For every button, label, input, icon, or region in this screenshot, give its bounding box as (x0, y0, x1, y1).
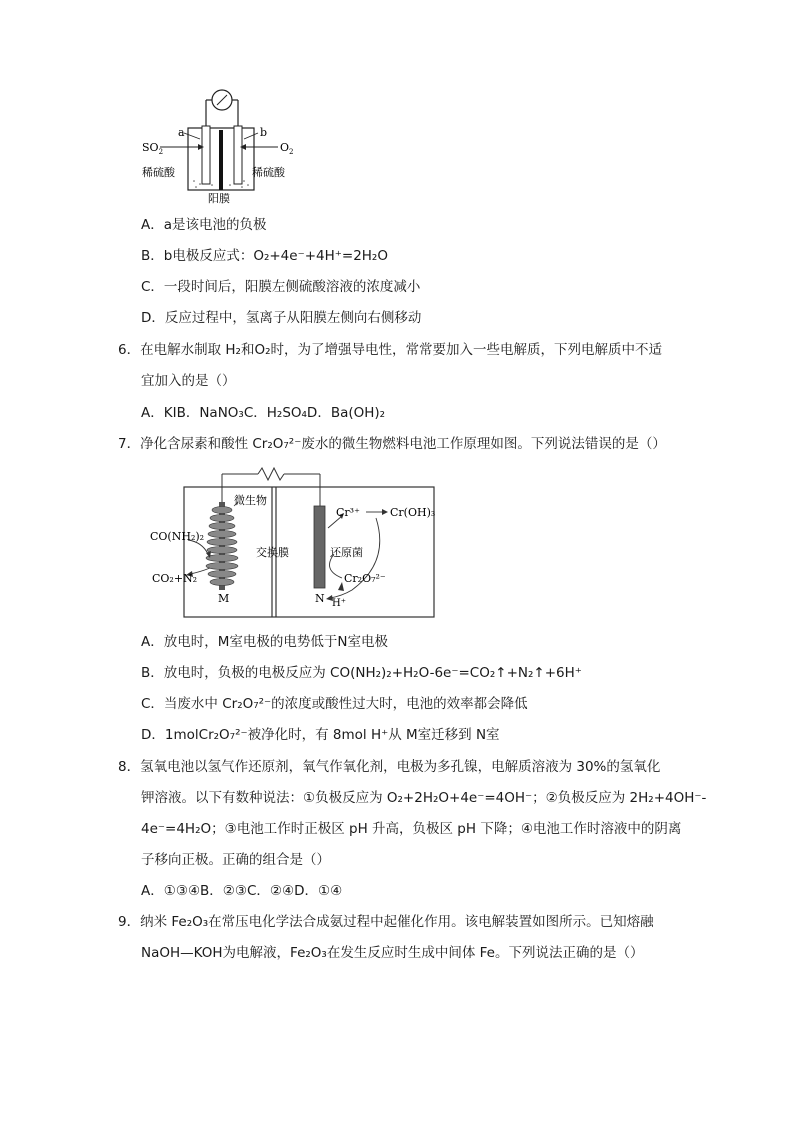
q8-stem-line1: 8．氢氧电池以氢气作还原剂，氧气作氧化剂，电极为多孔镍，电解质溶液为 30%的氢氧化 (118, 759, 661, 775)
q7-option-d: D．1molCr₂O₇²⁻被净化时，有 8mol H⁺从 M室迁移到 N室 (141, 727, 500, 743)
label-so2: $SO_2$ (142, 141, 164, 156)
q8-stem-line2: 钾溶液。以下有数种说法：①负极反应为 O₂+2H₂O+4e⁻=4OH⁻；②负极反应为 2H₂+4OH⁻- (141, 790, 707, 806)
q9-stem-line1: 9．纳米 Fe₂O₃在常压电化学法合成氨过程中起催化作用。该电解装置如图所示。已知熔融 (118, 914, 654, 930)
q7-option-c: C．当废水中 Cr₂O₇²⁻的浓度或酸性过大时，电池的效率都会降低 (141, 696, 528, 712)
q5-option-b: B．b电极反应式：O₂+4e⁻+4H⁺=2H₂O (141, 248, 388, 264)
label-cr2o7: Cr₂O₇²⁻ (344, 572, 386, 585)
microbial-fuel-cell-diagram (146, 462, 441, 622)
label-membrane: 阳膜 (208, 192, 230, 205)
label-croh3: Cr(OH)₃ (390, 506, 436, 519)
q5-option-c: C．一段时间后，阳膜左侧硫酸溶液的浓度减小 (141, 279, 421, 295)
label-b: b (260, 126, 268, 139)
label-a: a (178, 126, 185, 139)
label-m: M (218, 592, 230, 605)
q5-option-a: A．a是该电池的负极 (141, 217, 267, 233)
q7-option-b: B．放电时，负极的电极反应为 CO(NH₂)₂+H₂O-6e⁻=CO₂↑+N₂↑+6H⁺ (141, 665, 582, 681)
fuel-cell-diagram-1 (138, 86, 298, 206)
q6-stem-line1: 6．在电解水制取 H₂和O₂时，为了增强导电性，常常要加入一些电解质，下列电解质中不适 (118, 342, 662, 358)
label-reducing-bacteria: 还原菌 (330, 546, 363, 559)
q6-options: A．KIB．NaNO₃C．H₂SO₄D．Ba(OH)₂ (141, 405, 386, 421)
label-cr3: Cr³⁺ (336, 506, 360, 519)
fuel-cell-svg-1 (138, 86, 298, 206)
label-n: N (315, 592, 325, 605)
q6-stem-line2: 宜加入的是（） (141, 373, 236, 389)
q7-stem: 7．净化含尿素和酸性 Cr₂O₇²⁻废水的微生物燃料电池工作原理如图。下列说法错误的是（） (118, 436, 666, 452)
label-h-plus: H⁺ (332, 598, 346, 609)
label-o2: $O_2$ (280, 141, 294, 156)
q7-option-a: A．放电时，M室电极的电势低于N室电极 (141, 634, 388, 650)
label-right-acid: 稀硫酸 (252, 166, 285, 179)
label-co2-n2: CO₂+N₂ (152, 572, 198, 585)
q9-stem-line2: NaOH—KOH为电解液，Fe₂O₃在发生反应时生成中间体 Fe。下列说法正确的是（） (141, 945, 644, 961)
label-left-acid: 稀硫酸 (142, 166, 175, 179)
q8-stem-line4: 子移向正极。正确的组合是（） (141, 852, 330, 868)
q5-option-d: D．反应过程中，氢离子从阳膜左侧向右侧移动 (141, 310, 422, 326)
fuel-cell-svg-2 (146, 462, 441, 622)
q8-stem-line3: 4e⁻=4H₂O；③电池工作时正极区 pH 升高，负极区 pH 下降；④电池工作时溶液中的阴离 (141, 821, 682, 837)
label-exchange-membrane: 交换膜 (256, 546, 289, 559)
label-urea: CO(NH₂)₂ (150, 530, 205, 543)
label-microbe: 微生物 (234, 494, 267, 507)
q8-options: A．①③④B．②③C．②④D．①④ (141, 883, 343, 899)
